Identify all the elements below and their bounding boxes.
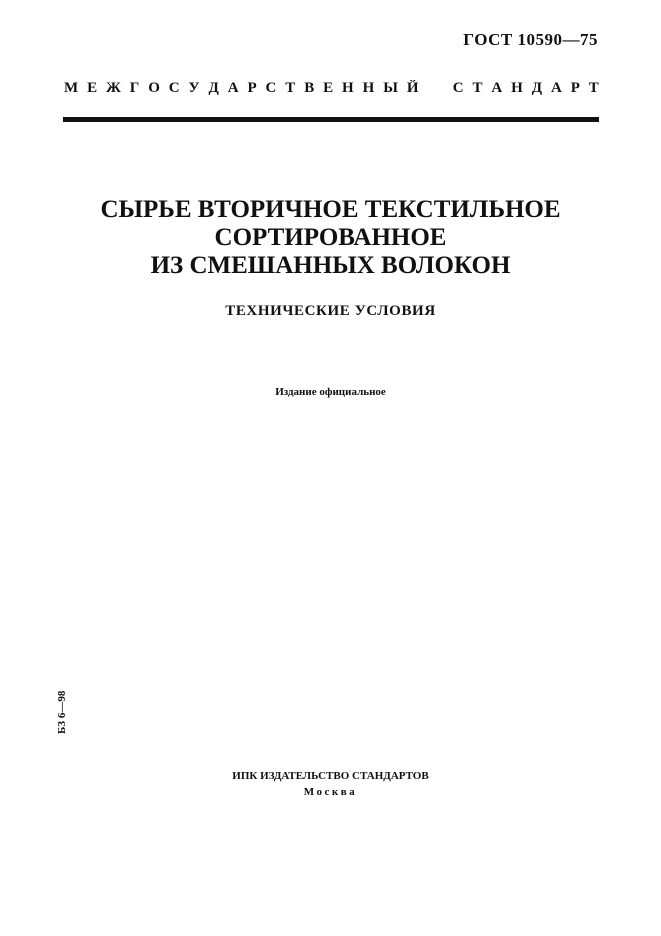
document-subtitle: ТЕХНИЧЕСКИЕ УСЛОВИЯ — [225, 303, 436, 319]
standard-type-letter: Т — [588, 80, 599, 96]
standard-type-letter: Т — [285, 80, 296, 96]
standard-type-letter: А — [550, 80, 562, 96]
standard-type-letter: Т — [472, 80, 483, 96]
standard-type-letter: Е — [87, 80, 98, 96]
standard-number: ГОСТ 10590—75 — [463, 30, 598, 49]
publisher-name: ИПК ИЗДАТЕЛЬСТВО СТАНДАРТОВ — [232, 770, 429, 782]
standard-type-letter: А — [227, 80, 239, 96]
standard-type-letter — [427, 80, 431, 97]
standard-type-letter: Ж — [106, 80, 121, 96]
standard-type-letter: А — [491, 80, 503, 96]
standard-type-letter: Д — [208, 80, 219, 96]
edition-note: Издание официальное — [275, 386, 386, 398]
standard-type-letter: Н — [362, 80, 375, 96]
standard-type-letter: Е — [323, 80, 334, 96]
standard-type-letter: Й — [406, 80, 419, 96]
standard-type-letter: Ы — [383, 80, 398, 96]
standard-type-letter: М — [64, 80, 79, 96]
standard-type-letter: Н — [511, 80, 523, 96]
side-code: БЗ 6—98 — [56, 690, 68, 734]
standard-type-letter: Д — [531, 80, 543, 96]
standard-type-letter: Р — [570, 80, 580, 96]
standard-type-letter: С — [168, 80, 180, 96]
standard-type-letter: Н — [342, 80, 354, 96]
standard-type-letter: С — [452, 80, 464, 96]
title-line-1: СЫРЬЕ ВТОРИЧНОЕ ТЕКСТИЛЬНОЕ — [100, 196, 561, 223]
title-line-3: ИЗ СМЕШАННЫХ ВОЛОКОН — [150, 252, 511, 279]
standard-type-heading — [64, 80, 599, 97]
standard-type-letter: Р — [247, 80, 257, 96]
standard-type-letter: В — [304, 80, 315, 96]
standard-type-letter — [440, 80, 444, 97]
standard-type-letter: С — [265, 80, 277, 96]
title-line-2: СОРТИРОВАННОЕ — [214, 224, 447, 251]
header-divider — [63, 117, 599, 122]
publisher-city: Москва — [303, 786, 358, 798]
standard-type-letter: Г — [129, 80, 140, 96]
document-title — [0, 196, 661, 280]
standard-type-letter: О — [148, 80, 160, 96]
standard-type-letter: У — [188, 80, 200, 96]
